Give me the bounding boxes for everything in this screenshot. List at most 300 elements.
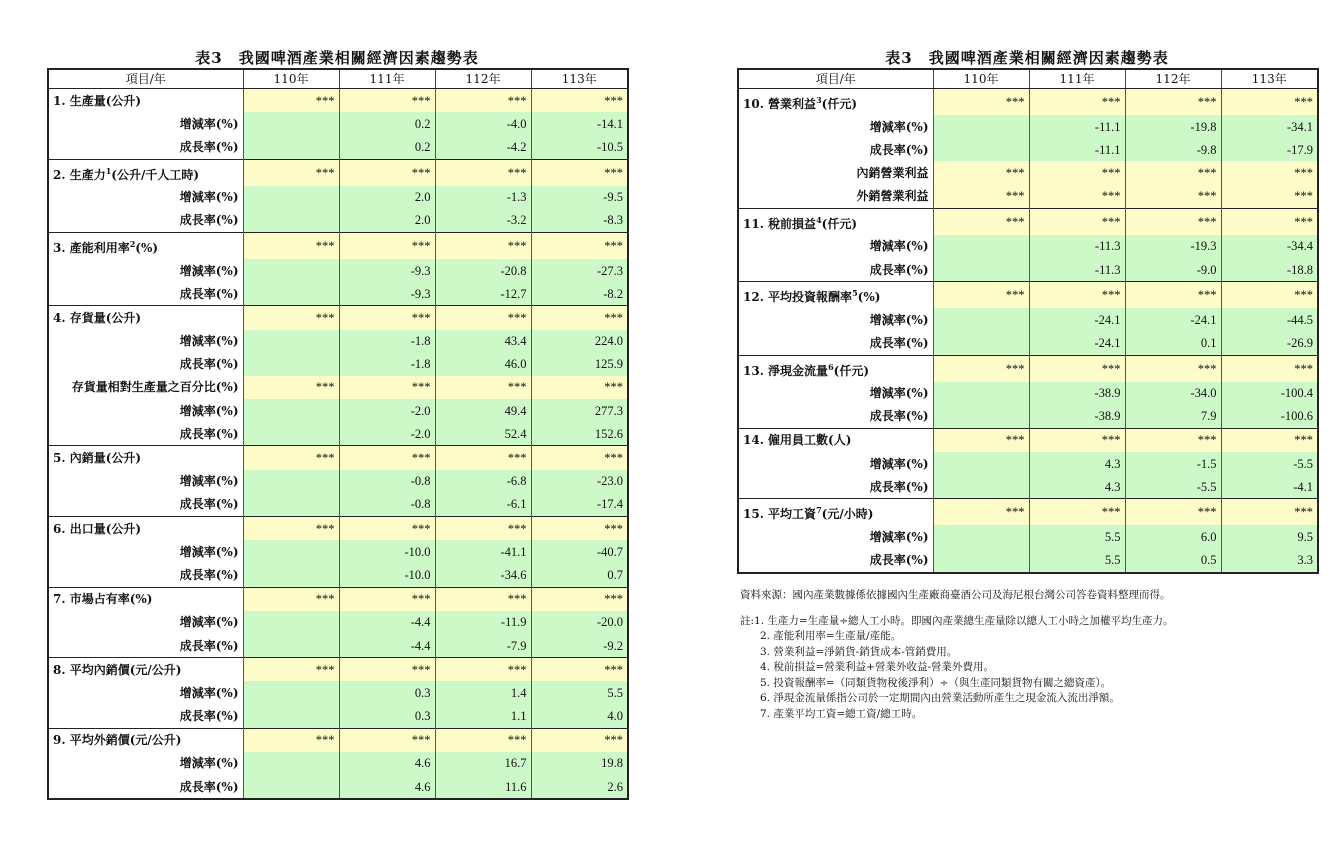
- value-cell: -4.4: [339, 634, 435, 658]
- value-cell: 0.2: [339, 135, 435, 159]
- value-cell: 152.6: [531, 422, 628, 446]
- value-cell: [243, 135, 339, 159]
- value-cell: -100.4: [1221, 382, 1318, 405]
- table-row: [48, 681, 628, 704]
- value-cell: ***: [531, 517, 628, 541]
- value-cell: -0.8: [339, 470, 435, 493]
- value-cell: 125.9: [531, 353, 628, 376]
- value-cell: ***: [243, 517, 339, 541]
- value-cell: ***: [243, 89, 339, 113]
- value-cell: 43.4: [435, 330, 531, 353]
- value-cell: -34.0: [1125, 382, 1221, 405]
- value-cell: ***: [1221, 185, 1318, 209]
- item-label: [738, 282, 933, 309]
- value-cell: -40.7: [531, 540, 628, 563]
- value-cell: [243, 330, 339, 353]
- footnote: 6. 淨現金流量係指公司於一定期間內由營業活動所產生之現金流入流出淨額。: [760, 692, 1120, 704]
- value-cell: 277.3: [531, 399, 628, 422]
- sub-item-label: 增減率(%): [738, 452, 933, 475]
- value-cell: -24.1: [1029, 331, 1125, 355]
- table-row: [48, 282, 628, 306]
- value-cell: -26.9: [1221, 331, 1318, 355]
- item-unit: (公升/千人工時): [111, 167, 200, 182]
- value-cell: ***: [243, 728, 339, 752]
- value-cell: -1.3: [435, 186, 531, 209]
- value-cell: -11.1: [1029, 115, 1125, 138]
- sub-item-label: 成長率(%): [48, 422, 243, 446]
- item-label-text: 4. 存貨量(公升): [53, 310, 142, 325]
- value-cell: 7.9: [1125, 405, 1221, 429]
- item-label: [48, 587, 243, 611]
- value-cell: [933, 475, 1029, 499]
- value-cell: 0.3: [339, 681, 435, 704]
- sub-item-label: 增減率(%): [48, 112, 243, 135]
- item-label: [738, 499, 933, 526]
- value-cell: ***: [243, 587, 339, 611]
- value-cell: 5.5: [1029, 525, 1125, 548]
- value-cell: 1.4: [435, 681, 531, 704]
- value-cell: 224.0: [531, 330, 628, 353]
- value-cell: -11.3: [1029, 258, 1125, 282]
- item-label: [48, 658, 243, 682]
- value-cell: ***: [1029, 89, 1125, 116]
- sub-item-label: 成長率(%): [738, 331, 933, 355]
- item-label: [48, 306, 243, 330]
- value-cell: [243, 209, 339, 233]
- value-cell: ***: [435, 376, 531, 399]
- item-label-text: 15. 平均工資: [743, 507, 817, 522]
- value-cell: ***: [531, 306, 628, 330]
- value-cell: ***: [339, 728, 435, 752]
- value-cell: ***: [531, 446, 628, 470]
- table-row: [738, 428, 1318, 452]
- value-cell: [243, 681, 339, 704]
- table-row: [48, 752, 628, 775]
- value-cell: ***: [531, 587, 628, 611]
- sub-item-label: 成長率(%): [48, 775, 243, 799]
- value-cell: -9.3: [339, 259, 435, 282]
- table-row: [48, 232, 628, 259]
- value-cell: ***: [243, 376, 339, 399]
- table-row: [48, 209, 628, 233]
- value-cell: 4.6: [339, 752, 435, 775]
- value-cell: ***: [933, 355, 1029, 382]
- value-cell: 4.0: [531, 705, 628, 729]
- table-row: [738, 185, 1318, 209]
- table-row: [48, 353, 628, 376]
- table-row: [48, 587, 628, 611]
- value-cell: -14.1: [531, 112, 628, 135]
- value-cell: 49.4: [435, 399, 531, 422]
- item-label-text: 11. 稅前損益: [743, 216, 817, 231]
- item-unit: (仟元): [821, 216, 857, 231]
- value-cell: -2.0: [339, 399, 435, 422]
- item-label-text: 14. 僱用員工數(人): [743, 433, 852, 448]
- value-cell: ***: [435, 306, 531, 330]
- footnote: 7. 產業平均工資=總工資/總工時。: [760, 707, 923, 720]
- table-row: [48, 306, 628, 330]
- item-label: [738, 355, 933, 382]
- footnote-marker: 6: [828, 361, 834, 372]
- sub-item-label: 成長率(%): [48, 135, 243, 159]
- value-cell: 2.6: [531, 775, 628, 799]
- item-unit: (仟元): [833, 363, 869, 378]
- header-year: 112年: [1125, 69, 1221, 89]
- table-row: [738, 452, 1318, 475]
- value-cell: ***: [339, 587, 435, 611]
- value-cell: -2.0: [339, 422, 435, 446]
- value-cell: [933, 138, 1029, 161]
- value-cell: [933, 258, 1029, 282]
- table-row: [738, 499, 1318, 526]
- table-row: [48, 399, 628, 422]
- table-row: [48, 89, 628, 113]
- value-cell: -34.6: [435, 563, 531, 587]
- value-cell: ***: [243, 446, 339, 470]
- value-cell: ***: [531, 376, 628, 399]
- value-cell: ***: [531, 658, 628, 682]
- value-cell: -44.5: [1221, 308, 1318, 331]
- footnote: 註:1. 生產力=生產量÷總人工小時。即國內產業總生產量除以總人工小時之加權平均生產力。: [740, 614, 1174, 627]
- item-unit: (仟元): [821, 97, 857, 111]
- sub-item-label: 成長率(%): [48, 705, 243, 729]
- notes-section: [740, 588, 1300, 722]
- value-cell: 5.5: [1029, 549, 1125, 573]
- value-cell: ***: [435, 587, 531, 611]
- value-cell: -17.9: [1221, 138, 1318, 161]
- value-cell: ***: [1029, 428, 1125, 452]
- table-row: [48, 634, 628, 658]
- sub-item-label: 成長率(%): [738, 549, 933, 573]
- header-row: [738, 69, 1318, 89]
- footnote-marker: 3: [816, 95, 822, 105]
- value-cell: -10.0: [339, 563, 435, 587]
- value-cell: ***: [339, 89, 435, 113]
- value-cell: ***: [933, 208, 1029, 235]
- item-label: [48, 89, 243, 113]
- table-row: [738, 475, 1318, 499]
- item-label-text: 3. 產能利用率: [53, 240, 130, 255]
- header-year: 113年: [531, 69, 628, 89]
- value-cell: ***: [1221, 161, 1318, 184]
- table-row: [48, 775, 628, 799]
- table-row: [738, 138, 1318, 161]
- value-cell: ***: [1125, 185, 1221, 209]
- value-cell: 4.3: [1029, 475, 1125, 499]
- value-cell: [243, 775, 339, 799]
- value-cell: ***: [531, 89, 628, 113]
- table-row: [48, 135, 628, 159]
- sub-item-label: 成長率(%): [738, 475, 933, 499]
- table-row: [48, 446, 628, 470]
- value-cell: ***: [1029, 355, 1125, 382]
- header-year: 113年: [1221, 69, 1318, 89]
- value-cell: [243, 493, 339, 517]
- sub-item-label: 增減率(%): [48, 330, 243, 353]
- header-year: 110年: [243, 69, 339, 89]
- value-cell: ***: [1125, 161, 1221, 184]
- value-cell: ***: [1029, 499, 1125, 526]
- item-label-text: 2. 生產力: [53, 167, 106, 182]
- sub-item-label: 增減率(%): [738, 525, 933, 548]
- value-cell: ***: [435, 89, 531, 113]
- value-cell: -11.3: [1029, 235, 1125, 258]
- value-cell: 5.5: [531, 681, 628, 704]
- value-cell: [243, 611, 339, 634]
- value-cell: -1.8: [339, 330, 435, 353]
- value-cell: [243, 399, 339, 422]
- table-row: [738, 89, 1318, 116]
- table-row: [48, 159, 628, 186]
- value-cell: ***: [243, 658, 339, 682]
- value-cell: -10.0: [339, 540, 435, 563]
- value-cell: [933, 452, 1029, 475]
- value-cell: ***: [1125, 208, 1221, 235]
- value-cell: ***: [1221, 499, 1318, 526]
- value-cell: -24.1: [1029, 308, 1125, 331]
- value-cell: [243, 259, 339, 282]
- value-cell: ***: [1029, 208, 1125, 235]
- table-row: [738, 208, 1318, 235]
- left-economic-table: [47, 68, 629, 800]
- value-cell: [243, 470, 339, 493]
- value-cell: ***: [933, 161, 1029, 184]
- item-label: [48, 517, 243, 541]
- value-cell: ***: [1221, 208, 1318, 235]
- value-cell: -24.1: [1125, 308, 1221, 331]
- right-economic-table: [737, 68, 1319, 574]
- value-cell: ***: [1125, 282, 1221, 309]
- value-cell: 11.6: [435, 775, 531, 799]
- right-table-title: 表3 我國啤酒產業相關經濟因素趨勢表: [885, 49, 1169, 67]
- sub-item-label: 增減率(%): [48, 540, 243, 563]
- header-year: 111年: [339, 69, 435, 89]
- item-label-text: 9. 平均外銷價(元/公升): [53, 733, 182, 748]
- value-cell: ***: [1029, 161, 1125, 184]
- sub-item-label: 存貨量相對生產量之百分比(%): [48, 376, 243, 399]
- left-table-title: 表3 我國啤酒產業相關經濟因素趨勢表: [195, 49, 479, 67]
- value-cell: 52.4: [435, 422, 531, 446]
- footnote-marker: 5: [852, 288, 858, 299]
- value-cell: 0.2: [339, 112, 435, 135]
- value-cell: 0.3: [339, 705, 435, 729]
- value-cell: -34.1: [1221, 115, 1318, 138]
- footnote-marker: 4: [816, 214, 822, 225]
- value-cell: -41.1: [435, 540, 531, 563]
- item-label: [48, 728, 243, 752]
- value-cell: -9.5: [531, 186, 628, 209]
- value-cell: -5.5: [1125, 475, 1221, 499]
- value-cell: ***: [1125, 499, 1221, 526]
- value-cell: ***: [531, 159, 628, 186]
- table-row: [48, 728, 628, 752]
- value-cell: ***: [339, 376, 435, 399]
- value-cell: -20.0: [531, 611, 628, 634]
- value-cell: -18.8: [1221, 258, 1318, 282]
- sub-item-label: 成長率(%): [48, 209, 243, 233]
- header-year: 110年: [933, 69, 1029, 89]
- value-cell: ***: [435, 658, 531, 682]
- value-cell: ***: [1029, 185, 1125, 209]
- table-row: [738, 235, 1318, 258]
- table-row: [738, 331, 1318, 355]
- table-row: [48, 112, 628, 135]
- value-cell: [243, 353, 339, 376]
- value-cell: -8.2: [531, 282, 628, 306]
- value-cell: ***: [243, 306, 339, 330]
- value-cell: ***: [339, 159, 435, 186]
- value-cell: ***: [933, 282, 1029, 309]
- value-cell: -27.3: [531, 259, 628, 282]
- sub-item-label: 成長率(%): [48, 493, 243, 517]
- value-cell: ***: [1125, 355, 1221, 382]
- value-cell: 4.6: [339, 775, 435, 799]
- value-cell: -9.3: [339, 282, 435, 306]
- value-cell: -1.8: [339, 353, 435, 376]
- value-cell: 0.7: [531, 563, 628, 587]
- value-cell: ***: [435, 446, 531, 470]
- table-row: [738, 525, 1318, 548]
- table-row: [48, 493, 628, 517]
- value-cell: ***: [933, 499, 1029, 526]
- value-cell: [933, 308, 1029, 331]
- sub-item-label: 增減率(%): [48, 186, 243, 209]
- table-row: [48, 186, 628, 209]
- sub-item-label: 增減率(%): [738, 115, 933, 138]
- table-row: [738, 382, 1318, 405]
- value-cell: ***: [1029, 282, 1125, 309]
- table-row: [738, 308, 1318, 331]
- value-cell: ***: [339, 232, 435, 259]
- value-cell: [243, 540, 339, 563]
- value-cell: [243, 112, 339, 135]
- header-year: 111年: [1029, 69, 1125, 89]
- value-cell: ***: [435, 728, 531, 752]
- value-cell: -11.9: [435, 611, 531, 634]
- table-row: [48, 517, 628, 541]
- value-cell: [933, 405, 1029, 429]
- value-cell: [243, 752, 339, 775]
- value-cell: -20.8: [435, 259, 531, 282]
- value-cell: -9.0: [1125, 258, 1221, 282]
- value-cell: ***: [1125, 428, 1221, 452]
- item-label-text: 8. 平均內銷價(元/公升): [53, 662, 182, 677]
- value-cell: 1.1: [435, 705, 531, 729]
- value-cell: ***: [1221, 89, 1318, 116]
- value-cell: 16.7: [435, 752, 531, 775]
- value-cell: ***: [933, 428, 1029, 452]
- sub-item-label: 增減率(%): [48, 752, 243, 775]
- sub-item-label: 成長率(%): [738, 258, 933, 282]
- item-unit: (元/小時): [821, 507, 874, 522]
- value-cell: [243, 634, 339, 658]
- table-row: [738, 115, 1318, 138]
- value-cell: -3.2: [435, 209, 531, 233]
- value-cell: -4.4: [339, 611, 435, 634]
- item-label: [48, 446, 243, 470]
- value-cell: ***: [339, 306, 435, 330]
- value-cell: ***: [933, 89, 1029, 116]
- table-row: [738, 549, 1318, 573]
- value-cell: [243, 186, 339, 209]
- value-cell: -34.4: [1221, 235, 1318, 258]
- value-cell: 0.1: [1125, 331, 1221, 355]
- value-cell: -23.0: [531, 470, 628, 493]
- value-cell: -4.0: [435, 112, 531, 135]
- footnote: 4. 稅前損益=營業利益+營業外收益-營業外費用。: [760, 661, 994, 673]
- value-cell: -8.3: [531, 209, 628, 233]
- value-cell: [933, 331, 1029, 355]
- sub-item-label: 成長率(%): [738, 138, 933, 161]
- value-cell: 3.3: [1221, 549, 1318, 573]
- value-cell: -19.8: [1125, 115, 1221, 138]
- item-label: [738, 428, 933, 452]
- table-row: [48, 611, 628, 634]
- table-row: [738, 355, 1318, 382]
- item-unit: (%): [857, 290, 881, 305]
- header-item: 項目/年: [738, 69, 933, 89]
- value-cell: [243, 282, 339, 306]
- value-cell: -100.6: [1221, 405, 1318, 429]
- value-cell: 4.3: [1029, 452, 1125, 475]
- value-cell: -38.9: [1029, 382, 1125, 405]
- footnote: 5. 投資報酬率=（同類貨物稅後淨利）÷（與生產同類貨物有關之總資產）。: [760, 676, 1112, 689]
- value-cell: ***: [435, 232, 531, 259]
- item-label-text: 1. 生產量(公升): [53, 93, 142, 108]
- item-unit: (%): [135, 240, 159, 255]
- table-row: [738, 258, 1318, 282]
- footnote-marker: 7: [816, 505, 822, 516]
- table-row: [48, 563, 628, 587]
- footnote: 3. 營業利益=淨銷貨-銷貨成本-管銷費用。: [760, 645, 958, 658]
- value-cell: ***: [1221, 428, 1318, 452]
- value-cell: ***: [1125, 89, 1221, 116]
- header-row: [48, 69, 628, 89]
- footnote: 2. 產能利用率=生產量/產能。: [760, 630, 902, 642]
- value-cell: -9.2: [531, 634, 628, 658]
- table-row: [48, 422, 628, 446]
- value-cell: ***: [339, 658, 435, 682]
- item-label-text: 7. 市場占有率(%): [53, 592, 153, 607]
- value-cell: [933, 525, 1029, 548]
- item-label: [738, 89, 933, 116]
- data-source-note: 資料來源：國內產業數據係依據國內生產廠商臺酒公司及海尼根台灣公司答卷資料整理而得。: [740, 589, 1171, 601]
- sub-item-label: 增減率(%): [738, 235, 933, 258]
- item-label-text: 12. 平均投資報酬率: [743, 290, 853, 305]
- value-cell: ***: [531, 232, 628, 259]
- value-cell: -17.4: [531, 493, 628, 517]
- value-cell: 2.0: [339, 186, 435, 209]
- value-cell: -1.5: [1125, 452, 1221, 475]
- table-row: [48, 658, 628, 682]
- table-row: [738, 405, 1318, 429]
- sub-item-label: 增減率(%): [48, 470, 243, 493]
- value-cell: 2.0: [339, 209, 435, 233]
- value-cell: -6.8: [435, 470, 531, 493]
- sub-item-label: 增減率(%): [738, 382, 933, 405]
- value-cell: ***: [933, 185, 1029, 209]
- item-label: [48, 232, 243, 259]
- value-cell: -7.9: [435, 634, 531, 658]
- sub-item-label: 增減率(%): [48, 259, 243, 282]
- value-cell: -0.8: [339, 493, 435, 517]
- table-row: [738, 161, 1318, 184]
- table-row: [48, 705, 628, 729]
- sub-item-label: 成長率(%): [738, 405, 933, 429]
- table-row: [48, 259, 628, 282]
- value-cell: -4.1: [1221, 475, 1318, 499]
- value-cell: ***: [435, 517, 531, 541]
